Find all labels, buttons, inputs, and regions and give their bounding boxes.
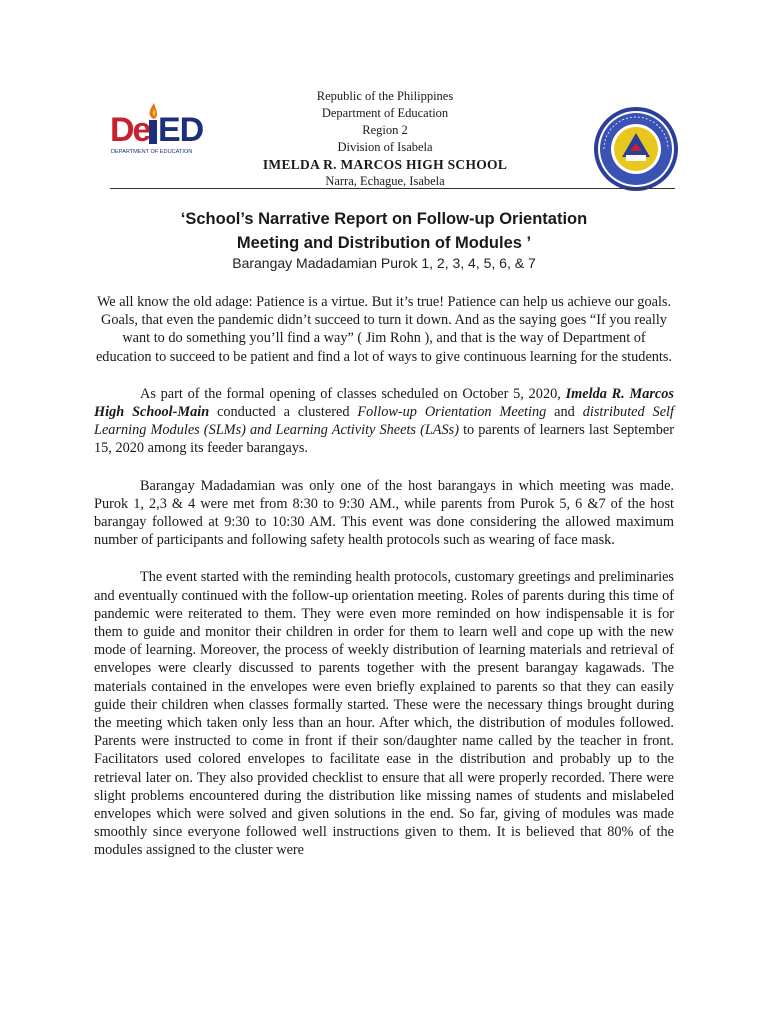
title-line-1: ‘School’s Narrative Report on Follow-up Orientation bbox=[180, 210, 588, 228]
report-subtitle: Barangay Madadamian Purok 1, 2, 3, 4, 5, 6, & 7 bbox=[232, 255, 536, 271]
p2-text-e: and bbox=[546, 404, 583, 421]
meeting-name-emphasis: Follow-up Orientation Meeting bbox=[357, 404, 547, 421]
paragraph-barangay: Barangay Madadamian was only one of the host barangays in which meeting was made. Purok 1, 2,3 & 4 were met from 8:30 to 9:30 AM., while parents from Purok 5, 6 &7 of the host barangay followed at 9:30 to 10:30 AM. This event was done considering the allowed maximum number of participants and following safety health protocols such as wearing of face mask. bbox=[94, 477, 674, 549]
header-department: Department of Education bbox=[321, 106, 449, 120]
report-title bbox=[100, 207, 668, 255]
header-republic: Republic of the Philippines bbox=[316, 89, 454, 103]
header-text bbox=[220, 88, 550, 190]
svg-text:De: De bbox=[110, 111, 150, 149]
paragraph-event: The event started with the reminding health protocols, customary greetings and preliminaries and eventually continued with the follow-up orientation meeting. Roles of parents during this time of pandemic were reiterated to them. They were even more reminded on how indispensable it is for them to guide and monitor their children in order for them to learn well and cope up with the new mode of learning. Moreover, the process of weekly distribution of learning materials and retrieval of envelopes were clearly discussed to parents together with the present barangay kagawads. The materials contained in the envelopes were even briefly explained to parents so that they can easily guide their children when classes formally started. These were the necessary things brought during the meeting which taken only less than an hour. After which, the distribution of modules followed. Parents were instructed to come in front if their son/daughter name called by the teacher in front. Facilitators used colored envelopes to facilitate ease in the distribution and probably up to the retrieval later on. They also provided checklist to ensure that all were properly recorded. There were slight problems encountered during the distribution like missing names of students and mislabeled envelopes which were solved and given solutions in the end. So far, giving of modules was made smoothly since everyone followed well instructions given to them. It is believed that 80% of the modules assigned to the cluster were bbox=[94, 569, 674, 859]
letterhead bbox=[0, 85, 768, 190]
header-divider bbox=[110, 188, 675, 189]
header-division: Division of Isabela bbox=[337, 140, 433, 154]
p2-text-g: to parents of learners last September 15, 2020 among its feeder barangays. bbox=[94, 422, 674, 457]
svg-text:DEPARTMENT OF EDUCATION: DEPARTMENT OF EDUCATION bbox=[111, 149, 193, 155]
title-line-2: Meeting and Distribution of Modules ’ bbox=[236, 234, 532, 252]
school-name-emphasis: Imelda R. Marcos High School-Main bbox=[94, 385, 674, 421]
deped-logo bbox=[110, 101, 210, 159]
p2-text-c: conducted a clustered bbox=[209, 404, 358, 421]
p2-text-a: As part of the formal opening of classes scheduled on October 5, 2020, bbox=[140, 385, 566, 402]
report-body bbox=[94, 293, 674, 879]
paragraph-opening bbox=[94, 385, 674, 458]
paragraph-intro: We all know the old adage: Patience is a virtue. But it’s true! Patience can help us achieve our goals. Goals, that even the pandemic didn’t succeed to turn it down. And as the saying goes “If you really want to do something you’ll find a way” ( Jim Rohn ), and that is the way of Department of education to succeed to be patient and find a lot of ways to give continuous learning for the students. bbox=[95, 294, 673, 365]
header-address: Narra, Echague, Isabela bbox=[325, 174, 445, 188]
header-school-name: IMELDA R. MARCOS HIGH SCHOOL bbox=[262, 157, 508, 172]
header-region: Region 2 bbox=[362, 123, 408, 137]
modules-emphasis: distributed Self Learning Modules (SLMs) and Learning Activity Sheets (LASs) bbox=[94, 404, 674, 439]
svg-text:ED: ED bbox=[158, 111, 204, 149]
school-seal bbox=[592, 105, 680, 193]
